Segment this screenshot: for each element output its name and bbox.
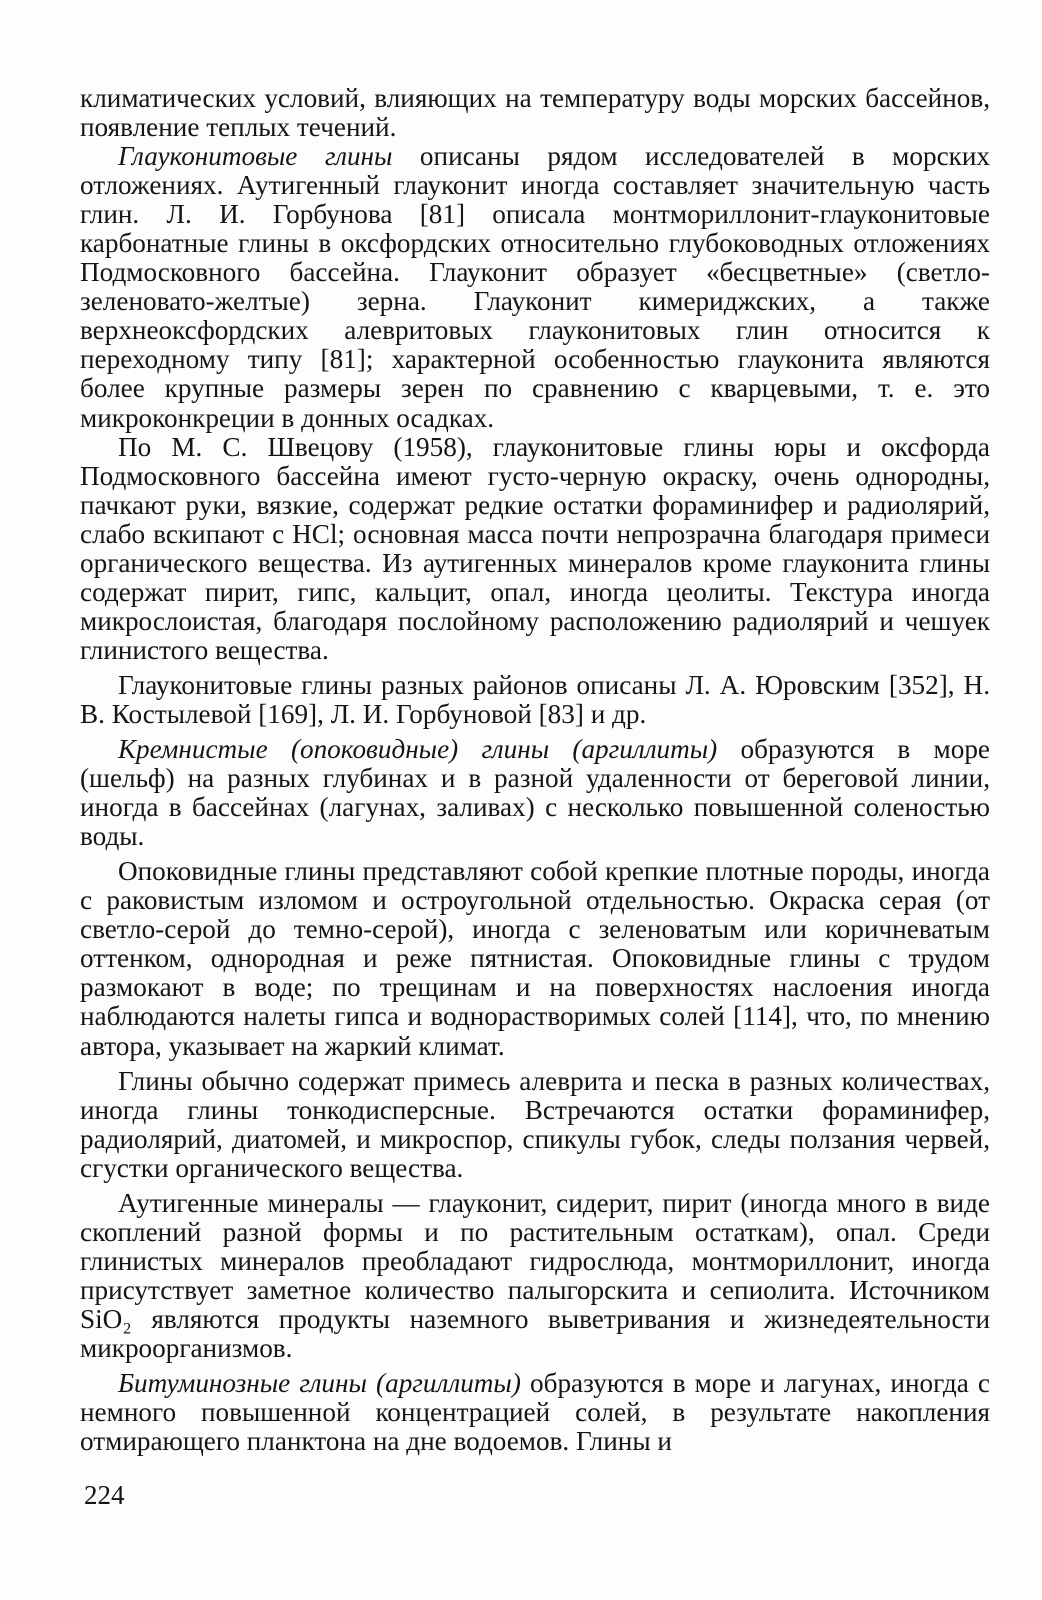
paragraph xyxy=(80,84,990,142)
paragraph xyxy=(80,433,990,665)
paragraph-text: Аутигенные минералы — глауконит, сидерит, пирит (иногда много в виде скоплений разной формы и по растительным остаткам), опал. Среди глинистых минералов преобладают гидрослюда, монтмориллонит, иногда присутствует заметное количество палыгорскита и сепиолита. Источником SiO₂ являются продукты наземного выветривания и жизнедеятельности микроорганизмов. xyxy=(80,1187,990,1363)
paragraph-text: образуются в море и лагунах, иногда с немного повышенной концентрацией солей, в результате накопления отмирающего планктона на дне водоемов. Глины и xyxy=(80,1368,990,1457)
paragraph xyxy=(80,142,990,432)
page-number: 224 xyxy=(84,1480,125,1510)
paragraph xyxy=(80,1369,990,1456)
italic-term: Кремнистые (опоковидные) глины (аргиллиты) xyxy=(118,734,718,765)
paragraph-text: Опоковидные глины представляют собой крепкие плотные породы, иногда с раковистым изломом и остроугольной отдельностью. Окраска серая (от светло-серой до темно-серой), иногда с зеленоватым или коричневатым оттенком, однородная и реже пятнистая. Опоковидные глины с трудом размокают в воде; по трещинам и на поверхностях наслоения иногда наблюдаются налеты гипса и воднорастворимых солей [114], что, по мнению автора, указывает на жаркий климат. xyxy=(80,856,990,1061)
italic-term: Битуминозные глины (аргиллиты) xyxy=(118,1368,521,1399)
italic-term: Глауконитовые глины xyxy=(118,141,393,172)
paragraph-text: Глауконитовые глины разных районов описаны Л. А. Юровским [352], Н. В. Костылевой [169], Л. И. Горбуновой [83] и др. xyxy=(80,669,990,729)
paragraph-text: климатических условий, влияющих на температуру воды морских бассейнов, появление теплых течений. xyxy=(80,83,990,143)
paragraph xyxy=(80,1067,990,1183)
paragraph xyxy=(80,735,990,851)
paragraph-text: По М. С. Швецову (1958), глауконитовые глины юры и оксфорда Подмосковного бассейна имеют густо-черную окраску, очень однородны, пачкают руки, вязкие, содержат редкие остатки фораминифер и радиолярий, слабо вскипают с HCl; основная масса почти непрозрачна благодаря примеси органического вещества. Из аутигенных минералов кроме глауконита глины содержат пирит, гипс, кальцит, опал, иногда цеолиты. Текстура иногда микрослоистая, благодаря послойному расположению радиолярий и чешуек глинистого вещества. xyxy=(80,431,990,665)
paragraph xyxy=(80,1189,990,1363)
paragraph xyxy=(80,671,990,729)
paragraph-text: описаны рядом исследователей в морских отложениях. Аутигенный глауконит иногда составляет значительную часть глин. Л. И. Горбунова [81] описала монтмориллонит-глауконитовые карбонатные глины в оксфордских относительно глубоководных отложениях Подмосковного бассейна. Глауконит образует «бесцветные» (светло-зеленовато-желтые) зерна. Глауконит кимериджских, а также верхнеоксфордских алевритовых глауконитовых глин относится к переходному типу [81]; характерной особенностью глауконита являются более крупные размеры зерен по сравнению с кварцевыми, т. е. это микроконкреции в донных осадках. xyxy=(80,141,990,433)
paragraph xyxy=(80,857,990,1060)
paragraph-text: образуются в море (шельф) на разных глубинах и в разной удаленности от береговой линии, иногда в бассейнах (лагунах, заливах) с несколько повышенной соленостью воды. xyxy=(80,734,991,852)
page-text xyxy=(80,84,990,1456)
paragraph-text: Глины обычно содержат примесь алеврита и песка в разных количествах, иногда глины тонкодисперсные. Встречаются остатки фораминифер, радиолярий, диатомей, и микроспор, спикулы губок, следы ползания червей, сгустки органического вещества. xyxy=(80,1065,990,1183)
